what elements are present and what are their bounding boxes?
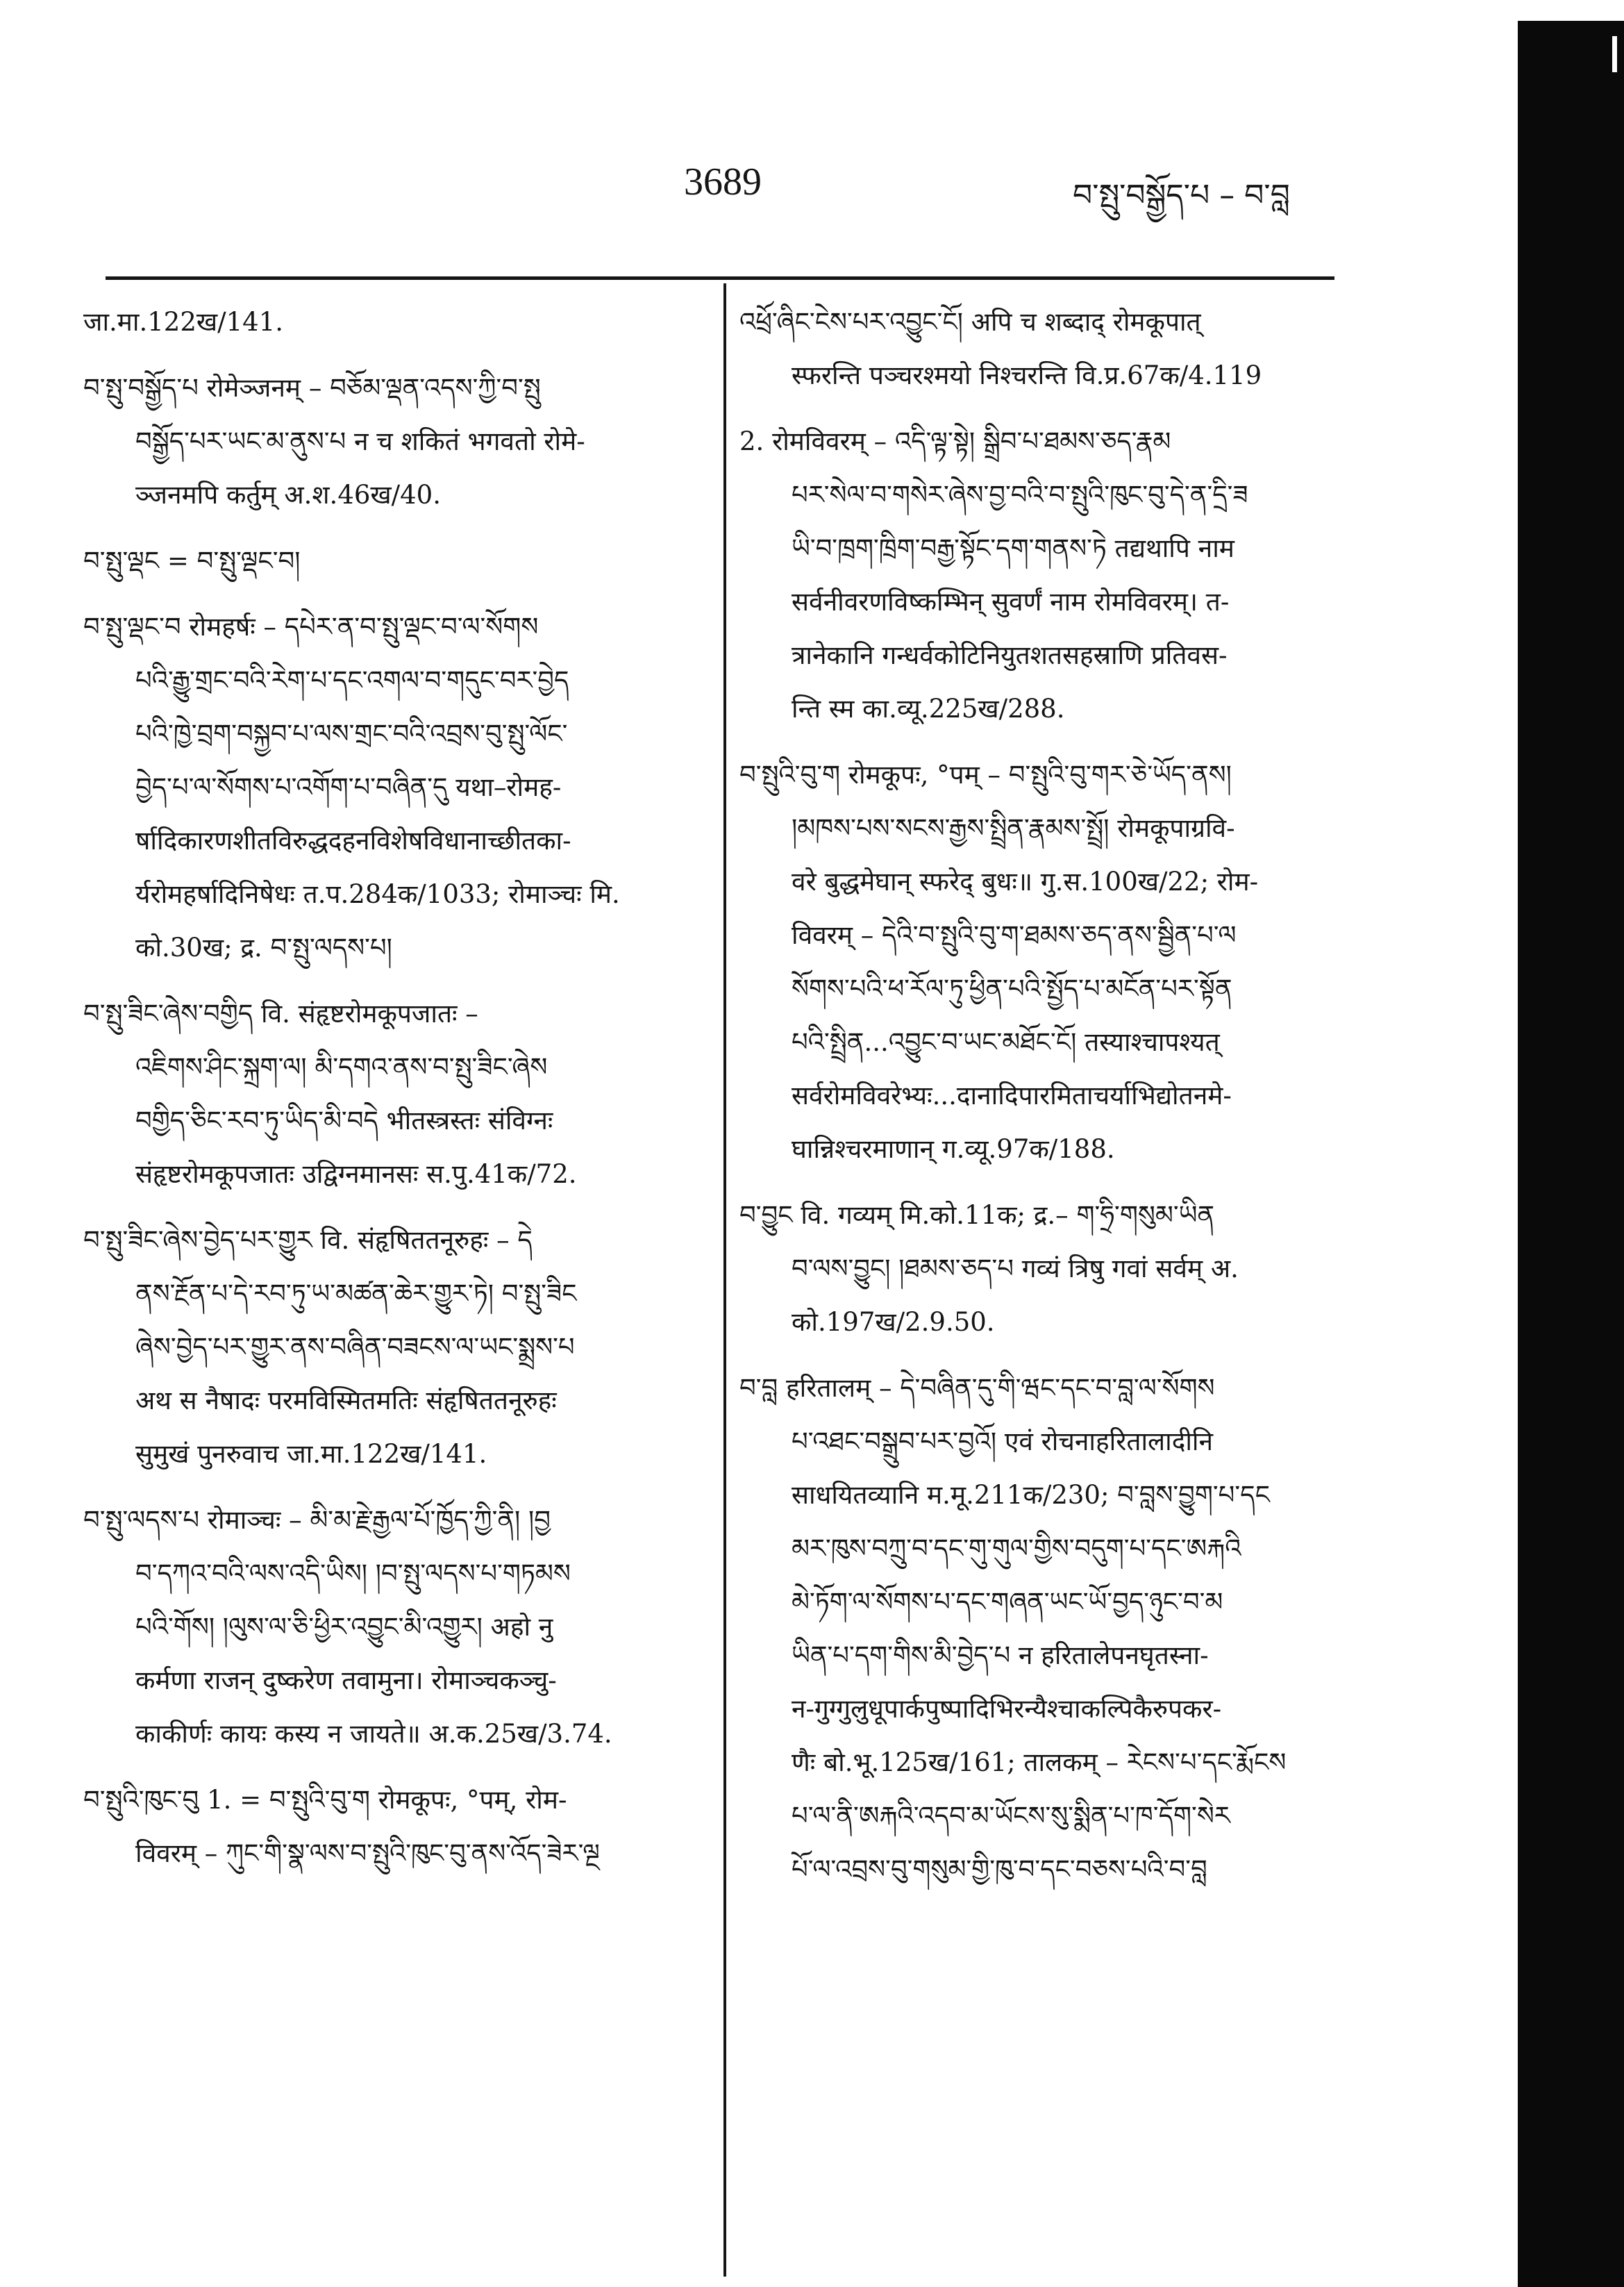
entry-line: सर्वरोमविवरेभ्यः...दानादिपारमिताचर्याभिद्योतनमे- xyxy=(792,1081,1232,1111)
dictionary-entry xyxy=(83,1493,701,1761)
entry-line: བ་སྤུ་ལྡང་བ रोमहर्षः – དཔེར་ན་བ་སྤུ་ལྡང་བ་ལ་སོགས xyxy=(83,612,539,642)
entry-line: कर्मणा राजन् दुष्करेण तवामुना। रोमाञ्चकञ्चु- xyxy=(135,1665,557,1695)
entry-line: བ་བླ हरितालम् – དེ་བཞིན་དུ་གི་ཝང་དང་བ་བླ་ལ་སོགས xyxy=(739,1373,1215,1403)
dictionary-entry xyxy=(739,748,1475,1176)
entry-line: 2. रोमविवरम् – འདི་ལྟ་སྟེ། སྒྲིབ་པ་ཐམས་ཅད་རྣམ xyxy=(739,426,1171,456)
entry-line: བ་བྱུང वि. गव्यम् मि.को.11क; द्र.– ག་ཧྲི་གསུམ་ཡིན xyxy=(739,1200,1215,1230)
entry-line: བྱེད་པ་ལ་སོགས་པ་འགོག་པ་བཞིན་དུ यथा–रोमह- xyxy=(135,772,562,802)
entry-line: न्ति स्म का.व्यू.225ख/288. xyxy=(792,694,1065,724)
entry-line: བ་སྤུ་བསྒྱོད་པ रोमेञ्जनम् – བཅོམ་ལྡན་འདས་ཀྱི་བ་སྤུ xyxy=(83,373,541,403)
entry-line: र्षादिकारणशीतविरुद्धदहनविशेषविधानाच्छीतका- xyxy=(135,826,571,856)
entry-line: བསྒྱོད་པར་ཡང་མ་ནུས་པ न च शकितं भगवतो रोमे- xyxy=(135,426,585,456)
entry-line: काकीर्णः कायः कस्य न जायते॥ अ.क.25ख/3.74. xyxy=(135,1719,612,1749)
entry-line: ཞེས་བྱེད་པར་གྱུར་ནས་བཞིན་བཟངས་ལ་ཡང་སྨྲས་པ xyxy=(135,1332,575,1362)
entry-line: अथ स नैषादः परमविस्मितमतिः संहृषिततनूरुहः xyxy=(135,1386,557,1415)
entry-line: र्यरोमहर्षादिनिषेधः त.प.284क/1033; रोमाञ्चः मि. xyxy=(135,879,620,909)
entry-line: विवरम् – དེའི་བ་སྤུའི་བུ་ག་ཐམས་ཅད་ནས་སྦྱིན་པ་ལ xyxy=(792,920,1237,950)
entry-line: མེ་ཏོག་ལ་སོགས་པ་དང་གཞན་ཡང་ཡོ་བྱད་ཉུང་བ་མ xyxy=(792,1587,1223,1617)
entry-line: པའི་རྒྱུ་གྲང་བའི་རེག་པ་དང་འགལ་བ་གདུང་བར་བྱེད xyxy=(135,665,569,695)
column-divider xyxy=(723,283,726,2277)
entry-line: འཇིགས་ཤིང་སྐྲག་ལ། མི་དགའ་ནས་བ་སྤུ་ཟིང་ཞེས xyxy=(135,1052,548,1082)
entry-line: सर्वनीवरणविष्कम्भिन् सुवर्णं नाम रोमविवरम्। त- xyxy=(792,587,1230,617)
entry-line: को.197ख/2.9.50. xyxy=(792,1307,995,1337)
entry-line: པའི་ཁྱེ་བྲག་བསྐྱབ་པ་ལས་གྲང་བའི་འབྲས་བུ་སྤུ་ལོང་ xyxy=(135,719,568,749)
page-number: 3689 xyxy=(684,160,762,203)
entry-line: བ་སྤུ་ཟིང་ཞེས་བྱེད་པར་གྱུར वि. संहृषिततनूरुहः – དེ xyxy=(83,1225,533,1255)
entry-line: को.30ख; द्र. བ་སྤུ་ལདས་པ། xyxy=(135,933,392,963)
entry-line: साधयितव्यानि म.मू.211क/230; བ་བླས་བྱུག་པ་དང xyxy=(792,1480,1270,1510)
scan-margin-speck xyxy=(1612,36,1617,72)
entry-line: ནས་རྔོན་པ་དེ་རབ་ཏུ་ཡ་མཚན་ཆེར་གྱུར་ཏེ། བ་སྤུ་ཟིང xyxy=(135,1279,577,1308)
entry-line: विवरम् – ཀུང་གི་སྣ་ལས་བ་སྤུའི་ཁུང་བུ་ནས་འོད་ཟེར་ལྔ xyxy=(135,1838,600,1868)
entry-line: པའི་སྤྲིན...འབྱུང་བ་ཡང་མཐོང་ངོ། तस्याश्चापश्यत् xyxy=(792,1027,1220,1057)
entry-line: བ་སྤུ་ཟིང་ཞེས་བགྱིད वि. संहृष्टरोमकूपजातः – xyxy=(83,999,478,1029)
guide-words: བ་སྤུ་བསྒྱོད་པ – བ་བླ xyxy=(1073,178,1290,213)
scan-margin-bar xyxy=(1518,21,1624,2287)
entry-line: མར་ཁུས་བཀྲུ་བ་དང་གུ་གུལ་གྱིས་བདུག་པ་དང་ཨརྐའི xyxy=(792,1533,1241,1563)
entry-line: པའི་གོས། །ལུས་ལ་ཅི་ཕྱིར་འབྱུང་མི་འགྱུར། अहो नु xyxy=(135,1612,553,1642)
entry-line: །མཁས་པས་སངས་རྒྱས་སྤྲིན་རྣམས་སྤྲོ། रोमकूपाग्रवि- xyxy=(792,813,1235,843)
right-column xyxy=(739,295,1475,1903)
entry-line: सुमुखं पुनरुवाच जा.मा.122ख/141. xyxy=(135,1439,487,1469)
entry-line: संहृष्टरोमकूपजातः उद्विग्नमानसः स.पु.41क/72. xyxy=(135,1159,577,1189)
entry-line: འཕྲོ་ཞིང་ངེས་པར་འབྱུང་ངོ། अपि च शब्दाद् रोमकूपात् xyxy=(739,307,1201,337)
entry-line: བ་སྤུའི་ཁུང་བུ 1. = བ་སྤུའི་བུ་ག रोमकूपः, °पम्, रोम- xyxy=(83,1785,567,1815)
entry-line: वरे बुद्धमेघान् स्फरेद् बुधः॥ गु.स.100ख/22; रोम- xyxy=(792,867,1259,897)
dictionary-entry xyxy=(83,600,701,974)
left-column xyxy=(83,295,701,1887)
entry-line: བ་སྤུའི་བུ་ག रोमकूपः, °पम् – བ་སྤུའི་བུ་གར་ཅེ་ཡོད་ནས། xyxy=(739,760,1232,790)
entry-line: ञ्जनमपि कर्तुम् अ.श.46ख/40. xyxy=(135,480,441,510)
dictionary-entry xyxy=(83,361,701,522)
dictionary-entry xyxy=(739,1188,1475,1349)
entry-line: བགྱིད་ཅིང་རབ་ཏུ་ཡིད་མི་བདེ भीतस्त्रस्तः संविग्नः xyxy=(135,1106,553,1136)
entry-line: घान्निश्चरमाणान् ग.व्यू.97क/188. xyxy=(792,1134,1115,1164)
entry-line: པར་སེལ་བ་གསེར་ཞེས་བྱ་བའི་བ་སྤུའི་ཁུང་བུ་དེ་ན་དྲི་ཟ xyxy=(792,480,1248,510)
entry-line: པ་ལ་ནི་ཨརྐའི་འདབ་མ་ཡོངས་སུ་སྨིན་པ་ཁ་དོག་སེར xyxy=(792,1801,1230,1831)
dictionary-entry xyxy=(83,534,701,588)
dictionary-entry xyxy=(739,1361,1475,1896)
entry-line: པ་འཐང་བསྒྲུབ་པར་བྱའོ། एवं रोचनाहरितालादीनि xyxy=(792,1427,1214,1456)
header-rule xyxy=(106,276,1334,280)
entry-line: པོ་ལ་འབྲས་བུ་གསུམ་གྱི་ཁུ་བ་དང་བཅས་པའི་བ་བླ xyxy=(792,1854,1207,1884)
entry-line: ཡི་བ་ཁྲག་ཁྲིག་བརྒྱ་སྟོང་དག་གནས་ཏེ तद्यथापि नाम xyxy=(792,533,1234,563)
dictionary-entry xyxy=(83,295,701,349)
entry-line: བ་དཀའ་བའི་ལས་འདི་ཡིས། །བ་སྤུ་ལདས་པ་གཏམས xyxy=(135,1558,571,1588)
entry-line: त्रानेकानि गन्धर्वकोटिनियुतशतसहस्राणि प्रतिवस- xyxy=(792,640,1228,670)
entry-line: བ་ལས་བྱུང། །ཐམས་ཅད་པ गव्यं त्रिषु गवां सर्वम् अ. xyxy=(792,1254,1239,1283)
entry-line: णैः बो.भू.125ख/161; तालकम् – རེངས་པ་དང་རྨོངས xyxy=(792,1747,1287,1777)
entry-line: स्फरन्ति पञ्चरश्मयो निश्चरन्ति वि.प्र.67क/4.119 xyxy=(792,360,1262,390)
entry-line: སོགས་པའི་ཕ་རོལ་ཏུ་ཕྱིན་པའི་སྤྱོད་པ་མངོན་པར་སྟོན xyxy=(792,974,1232,1004)
entry-line: བ་སྤུ་ལྡང = བ་སྤུ་ལྡང་བ། xyxy=(83,546,301,576)
entry-line: བ་སྤུ་ལདས་པ रोमाञ्चः – མི་མ་རྗེ་རྒྱལ་པོ་ཁྱོད་ཀྱི་ནི། །བྱ xyxy=(83,1505,551,1535)
dictionary-entry xyxy=(739,415,1475,735)
entry-line: न-गुग्गुलुधूपार्कपुष्पादिभिरन्यैश्चाकल्पिकैरुपकर- xyxy=(792,1694,1222,1724)
dictionary-entry xyxy=(83,1213,701,1481)
dictionary-entry xyxy=(83,1773,701,1880)
entry-line: जा.मा.122ख/141. xyxy=(83,307,284,337)
dictionary-entry xyxy=(739,295,1475,402)
entry-line: ཡིན་པ་དག་གིས་མི་བྱེད་པ न हरितालेपनघृतस्ना- xyxy=(792,1640,1209,1670)
dictionary-entry xyxy=(83,987,701,1201)
